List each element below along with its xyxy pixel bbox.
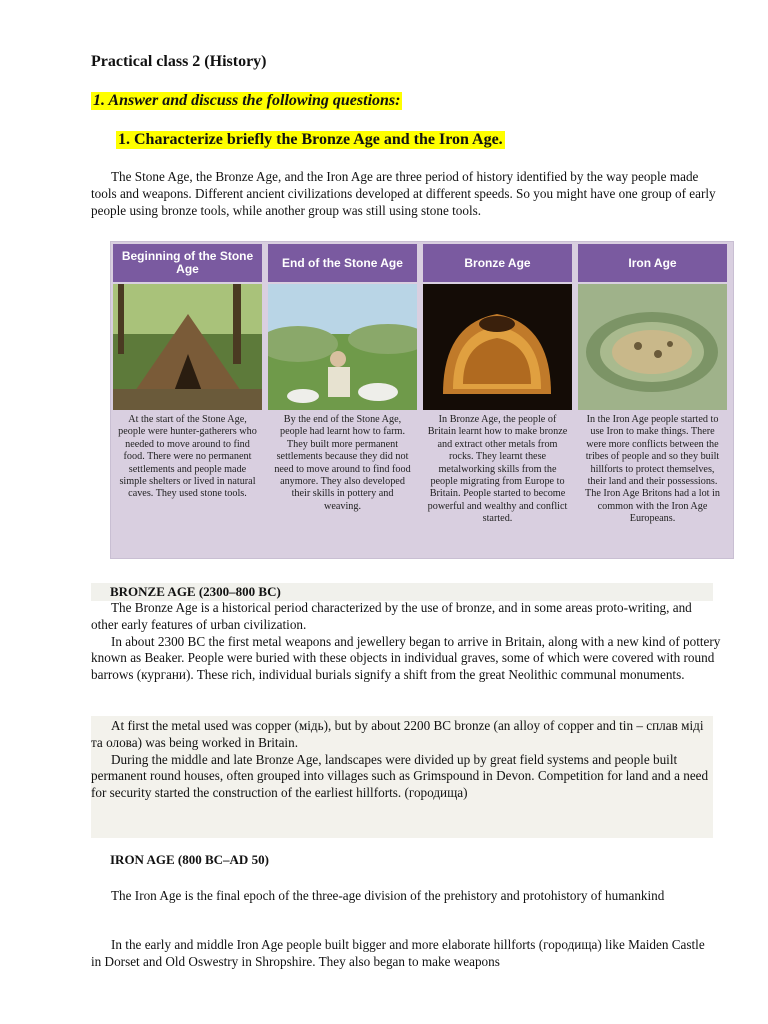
bronze-paragraph-1: The Bronze Age is a historical period characterized by the use of bronze, and in some areas proto-writing, and other early features of urban civilization. [91,600,692,632]
iron-paragraph-1: The Iron Age is the final epoch of the three-age division of the prehistory and protohistory of humankind [111,888,665,903]
figure-header: Iron Age [578,244,727,282]
question-heading: 1. Answer and discuss the following questions: [93,92,401,109]
bronze-paragraph-3: At first the metal used was copper (мідь), but by about 2200 BC bronze (an alloy of copper and tin – сплав міді та олова) was being worked in Britain. [91,718,704,750]
bronze-cape-image [423,284,572,410]
hut-image [113,284,262,410]
hillfort-image [578,284,727,410]
bronze-paragraph-4: During the middle and late Bronze Age, landscapes were divided up by great field systems and people built permanent round houses, often grouped into villages such as Grimspound in Devon. Competition for land and a need for security started the construction of the earliest hillforts. (городища) [91,751,709,801]
figure-caption: At the start of the Stone Age, people were hunter-gatherers who needed to move around to find food. There were no permanent settlements and people made simple shelters or lived in natural caves. They used stone tools. [118,414,257,500]
ages-figure [110,241,734,559]
figure-column-bronze [421,242,574,558]
figure-caption: In Bronze Age, the people of Britain learnt how to make bronze and extract other metals from rocks. They learnt these metalworking skills from the people migrating from Europe to Britain. People started to become powerful and wealthy and conflict started. [427,414,568,525]
figure-column-stone-end [266,242,419,558]
bronze-shaded-paragraphs [91,718,716,802]
iron-paragraph-2: In the early and middle Iron Age people built bigger and more elaborate hillforts (городища) like Maiden Castle in Dorset and Old Oswestry in Shropshire. They also began to make weapons [91,937,705,969]
figure-header: Beginning of the Stone Age [113,244,262,282]
bronze-paragraphs [91,600,721,684]
figure-column-iron [576,242,729,558]
figure-caption: In the Iron Age people started to use Iron to make things. There were more conflicts between the tribes of people and so they built hillforts to protect themselves, their land and their possessions. The Iron Age Britons had a lot in common with the Iron Age Europeans. [585,414,720,525]
figure-header: End of the Stone Age [268,244,417,282]
figure-caption: By the end of the Stone Age, people had learnt how to farm. They built more permanent settlements because they did not need to move around to find food anymore. They also developed their skills in pottery and weaving. [274,414,411,512]
intro-paragraph: The Stone Age, the Bronze Age, and the Iron Age are three period of history identified by the way people made tools and weapons. Different ancient civilizations developed at different speeds. So you might have one group of early people using bronze tools, while another group was still using stone tools. [91,169,716,218]
bronze-heading: BRONZE AGE (2300–800 BC) [110,584,281,599]
figure-header: Bronze Age [423,244,572,282]
figure-column-stone-begin [111,242,264,558]
farmer-image [268,284,417,410]
iron-heading: IRON AGE (800 BC–AD 50) [110,852,269,867]
page-title: Practical class 2 (History) [91,53,267,70]
question-1: 1. Characterize briefly the Bronze Age and the Iron Age. [118,131,503,148]
bronze-paragraph-2: In about 2300 BC the first metal weapons and jewellery began to arrive in Britain, along with a new kind of pottery known as Beaker. People were buried with these objects in individual graves, some of which were covered with round barrows (кургани). These rich, individual burials signify a shift from the great Neolithic communal monuments. [91,633,721,683]
